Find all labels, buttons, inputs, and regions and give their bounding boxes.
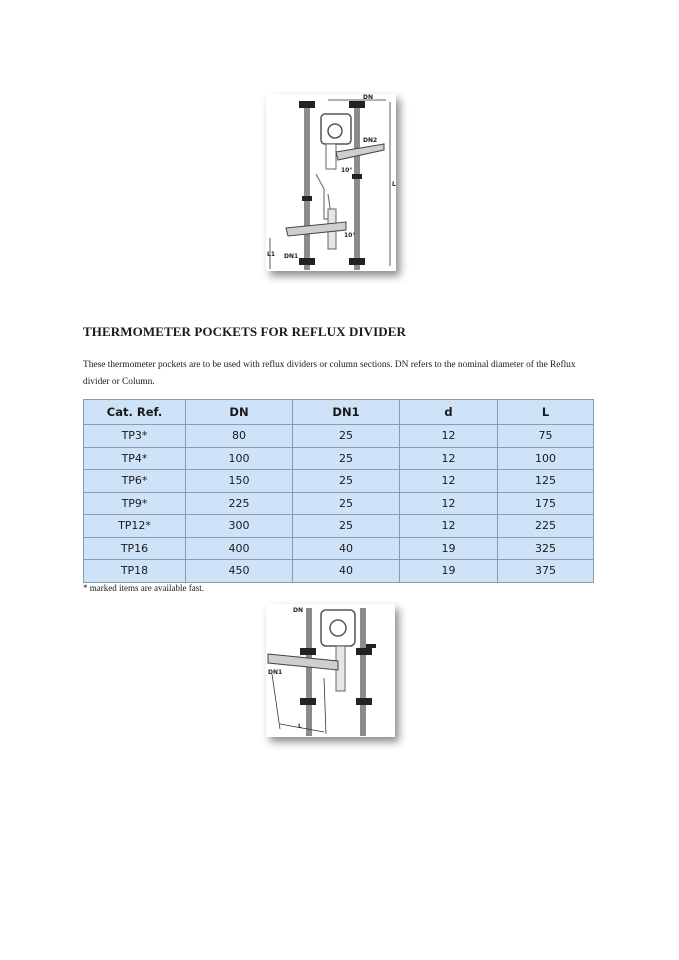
table-cell: 40: [293, 537, 400, 560]
table-cell: 25: [293, 425, 400, 448]
section-heading: THERMOMETER POCKETS FOR REFLUX DIVIDER: [83, 324, 407, 339]
label-angle-lower: 10°: [344, 232, 356, 239]
table-row: [84, 537, 594, 560]
table-cell: 150: [186, 470, 293, 493]
table-cell: 19: [400, 560, 498, 583]
table-cell: 12: [400, 470, 498, 493]
table-header-row: [84, 400, 594, 425]
table-cell: 375: [498, 560, 594, 583]
table-cell: 12: [400, 492, 498, 515]
label-l1: L1: [267, 251, 275, 258]
label-dn-bottom: DN: [293, 607, 304, 614]
table-cell: 400: [186, 537, 293, 560]
column-header: DN: [186, 400, 293, 425]
column-header: d: [400, 400, 498, 425]
intro-paragraph: These thermometer pockets are to be used with reflux dividers or column sections. DN refers to the nominal diameter of the Reflux divider or Column.: [83, 360, 576, 387]
table-cell: 225: [498, 515, 594, 538]
table-row: [84, 425, 594, 448]
thermometer-pocket-table: [83, 399, 594, 583]
table-cell: 175: [498, 492, 594, 515]
label-dn1: DN1: [284, 253, 299, 260]
table-row: [84, 515, 594, 538]
availability-note: * marked items are available fast.: [83, 583, 204, 593]
reflux-divider-drawing: [266, 94, 396, 271]
table-row: [84, 492, 594, 515]
table-cell: 12: [400, 515, 498, 538]
label-l-bottom: L: [298, 723, 302, 730]
table-cell: 75: [498, 425, 594, 448]
label-l: L: [392, 181, 396, 188]
table-cell: TP18: [84, 560, 186, 583]
table-cell: TP9*: [84, 492, 186, 515]
label-dn2: DN2: [363, 137, 378, 144]
table-row: [84, 447, 594, 470]
table-cell: 25: [293, 470, 400, 493]
table-cell: TP12*: [84, 515, 186, 538]
table-cell: 12: [400, 447, 498, 470]
table-cell: 100: [498, 447, 594, 470]
table-cell: 300: [186, 515, 293, 538]
table-cell: 25: [293, 515, 400, 538]
table-cell: 325: [498, 537, 594, 560]
table-cell: TP16: [84, 537, 186, 560]
table-cell: 450: [186, 560, 293, 583]
column-header: L: [498, 400, 594, 425]
table-cell: TP6*: [84, 470, 186, 493]
table-cell: TP3*: [84, 425, 186, 448]
column-header: Cat. Ref.: [84, 400, 186, 425]
table-cell: 225: [186, 492, 293, 515]
table-cell: 25: [293, 492, 400, 515]
label-dn: DN: [363, 94, 374, 101]
column-header: DN1: [293, 400, 400, 425]
table-cell: 100: [186, 447, 293, 470]
table-cell: TP4*: [84, 447, 186, 470]
table-cell: 19: [400, 537, 498, 560]
table-cell: 40: [293, 560, 400, 583]
table-row: [84, 470, 594, 493]
thermometer-pocket-drawing: [266, 604, 395, 737]
label-dn1-bottom: DN1: [268, 669, 283, 676]
table-row: [84, 560, 594, 583]
table-cell: 80: [186, 425, 293, 448]
table-cell: 125: [498, 470, 594, 493]
label-angle-upper: 10°: [341, 167, 353, 174]
table-cell: 12: [400, 425, 498, 448]
table-cell: 25: [293, 447, 400, 470]
